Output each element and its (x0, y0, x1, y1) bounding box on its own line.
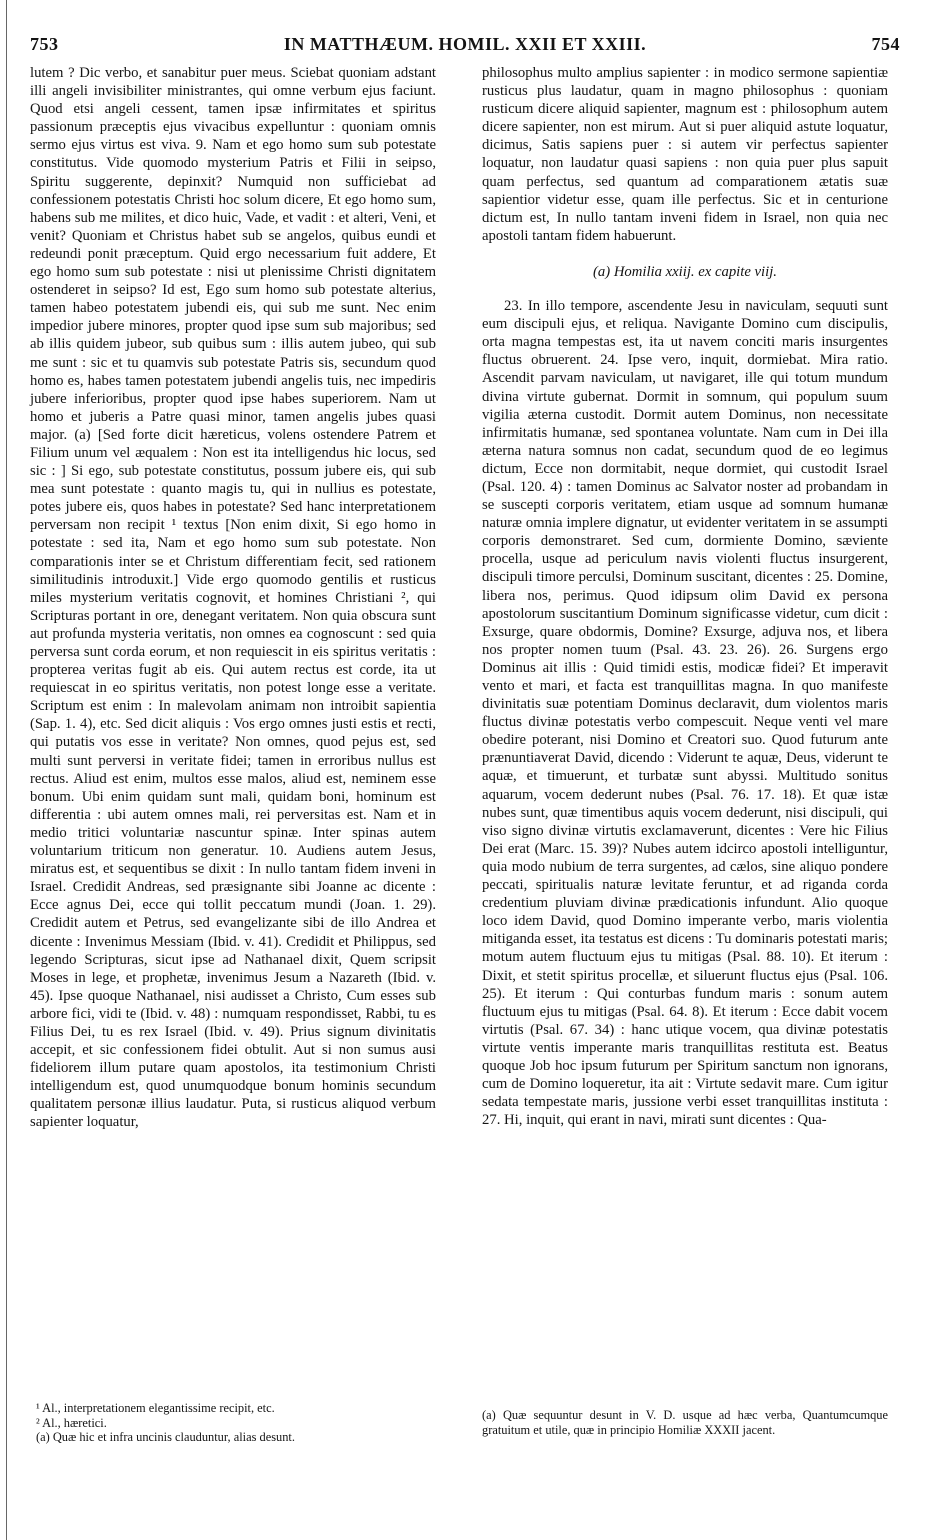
running-title: IN MATTHÆUM. HOMIL. XXII ET XXIII. (283, 34, 647, 54)
page-header (30, 34, 900, 56)
footnote-1: ¹ Al., interpretationem elegantissime recipit, etc. (36, 1401, 275, 1415)
page-number-left: 753 (30, 34, 59, 54)
footnote-a-left: (a) Quæ hic et infra uncinis clauduntur, alias desunt. (36, 1430, 295, 1444)
footnote-a-right: (a) Quæ sequuntur desunt in V. D. usque ad hæc verba, Quantumcumque gratuitum et utile, quæ in principio Homiliæ XXXII jacent. (482, 1408, 888, 1437)
right-column-text-homily: 23. In illo tempore, ascendente Jesu in naviculam, sequuti sunt eum discipuli ejus, et reliqua. Navigante Domino cum discipulis, orta magna tempestas est, ita ut navem conciti maris insurgentes fluctus obruerent. 24. Ipse vero, inquit, dormiebat. Mira ratio. Ascendit parvam naviculam, ut navigaret, ille qui totum mundum divina virtute gubernat. Dormit in somnum, qui populum suum vigilia æterna custodit. Dormit autem Dominus, non necessitate infirmitatis humanæ, sed spontanea voluntate. Nam cum in Dei illa æterna natura somnus non cadat, secundum quod de eo legimus dictum, Ecce non dormitabit, neque dormiet, qui custodit Israel (Psal. 120. 4) : tamen Dominus ac Salvator noster ad probandam in se suscepti corporis veritatem, etiam usque ad somnum humanæ naturæ omnia implere dignatur, ut evidenter veritatem in se assumpti corporis demonstraret. Sed cum, dormiente Domino, sæviente procella, usque ad periculum navis violenti fluctus insurgerent, discipuli timore perculsi, Dominum suscitant, dicentes : 25. Domine, libera nos, perimus. Quod idipsum olim David ex persona apostolorum suscitantium Dominum significasse videtur, cum dicit : Exsurge, quare obdormis, Domine? Exsurge, adjuva nos, et libera nos propter nomen tuum (Psal. 43. 23. 26). 26. Surgens ergo Dominus ait illis : Quid timidi estis, modicæ fidei? Et imperavit vento et mari, et facta est tranquillitas magna. In quo manifeste divinitatis suæ potentiam Dominus declaravit, dum violentos maris fluctus divinæ potestatis verbo compescuit. Neque venti vel mare obedire poterant, nisi Domino et Creatori suo. Quod futurum ante prænuntiaverat David, dicendo : Viderunt te aquæ, Deus, viderunt te aquæ, et timuerunt, et turbatæ sunt abyssi. Multitudo sonitus aquarum, vocem dederunt nubes (Psal. 76. 17. 18). Et quæ istæ nubes sunt, quæ timentibus aquis vocem dederunt, nisi discipuli, qui viso signo divinæ virtutis exclamaverunt, dicentes : Vere hic Filius Dei erat (Marc. 15. 39)? Nubes autem idcirco apostoli intelliguntur, quia modo nubium de terra surgentes, ad cælos, sine aliquo pondere peccati, spiritualis naturæ levitate feruntur, et ad riganda corda credentium pluviam divinæ prædicationis infundunt. Alio quoque loco idem David, quod Domino imperante verbo, maris violentia mitiganda esset, ita testatus est dicens : Tu dominaris potestati maris; motum autem fluctuum ejus tu mitigas (Psal. 88. 10). Et iterum : Dixit, et stetit spiritus procellæ, et siluerunt fluctus ejus (Psal. 106. 25). Et iterum : Qui conturbas fundum maris : sonum autem fluctuum ejus tu mitigas (Psal. 64. 8). Et iterum : Ecce dabit vocem virtutis (Psal. 67. 34) : hanc utique vocem, qua divinæ potestatis virtute ventis imperante maris tranquillitas restituta est. Beatus quoque Job hoc ipsum futurum per Spiritum sanctum non ignorans, cum de Domino loqueretur, ita ait : Virtute sedavit mare. Cum igitur sedata tempestate maris, jussione verbi esset tranquillitas instituta : 27. Hi, inquit, qui erant in navi, mirati sunt dicentes : Qua- (482, 298, 888, 1129)
right-column (482, 64, 888, 1129)
binding-edge-line (6, 0, 7, 1540)
homily-section-heading: (a) Homilia xxiij. ex capite viij. (593, 263, 777, 280)
footnotes-left (36, 1401, 436, 1445)
right-column-text-top: philosophus multo amplius sapienter : in modico sermone sapientiæ rusticus plus laudatur, quam in magno philosophus : quoniam rusticum dicere aliquid sapienter, magnum est : philosophum autem dicere sapienter, non est mirum. Aut si puer aliquid astute loquatur, dicimus, Satis sapiens puer : si autem vir perfectus sapienter loquatur, non laudatur quasi sapiens : non quia puer plus sapuit quam perfectus, sed quantum ad comparationem ætatis suæ sapientior videtur esse, quam ille perfectus. Sic et in centurione dictum est, In nullo tantam inveni fidem in Israel, non quia nec apostoli tantam fidem habuerunt. (482, 65, 888, 244)
footnotes-right (482, 1408, 888, 1437)
page-number-right: 754 (871, 34, 900, 54)
left-column (30, 64, 436, 1132)
left-column-text: lutem ? Dic verbo, et sanabitur puer meus. Sciebat quoniam adstant illi angeli invisibiliter ministrantes, qui omne verbum ejus faciunt. Quod etsi angeli cessent, tamen ipsæ infirmitates et spiritus passionum præceptis ejus vivacibus expelluntur : quoniam omnis sermo ejus virtus est viva. 9. Nam et ego homo sum sub potestate constitutus. Vide quomodo mysterium Patris et Filii in seipso, Spiritu suggerente, depinxit? Numquid non sufficiebat ad confessionem potestatis Christi hoc solum dicere, Et ego homo sum, habens sub me milites, et dico huic, Vade, et vadit : et alteri, Veni, et venit? Quoniam et Christus habet sub se angelos, quibus eundi et redeundi ponit præceptum. Quid ergo necessarium fuit addere, Et ego homo sum sub potestate : nisi ut plenissime Christi dignitatem ostenderet in seipso? Id est, Ego sum homo sub potestate alterius, tamen habeo potestatem jubendi eis, qui sub me sunt. Nec enim impedior jubere minores, propter quod ipse sum sub majoribus; sed ab illis quidem jubeor, sub quibus sum : illis autem jubeo, qui sub me sunt : sic et tu quamvis sub potestate Patris sis, secundum quod homo es, habes tamen potestatem jubendi angelis tuis, nec impediris jubere inferioribus, propter quod ipse habes superiorem. Nam ut homo et juberis a Patre quasi minor, tamen angelis jubes quasi major. (a) [Sed forte dicit hæreticus, volens ostendere Patrem et Filium unum vel æqualem : Non est ita intelligendus hic locus, sed sic : ] Si ego, sub potestate constitutus, possum jubere eis, qui sub mea sunt potestate : quanto magis tu, qui in nullius es potestate, potes jubere eis, quos habes in potestate? Sed hanc interpretationem perversam non recipit ¹ textus [Non enim dixit, Si ego homo in potestate : sed ita, Nam et ego homo sum sub potestate. Non comparationis inter se et Christum differentiam fecit, sed rationem similitudinis introduxit.] Vide ergo quomodo gentilis et rusticus miles mysterium veritatis cognovit, et homines Christiani ², qui Scripturas portant in ore, denegant veritatem. Non quia obscura sunt aut profunda mysteria veritatis, non omnes ea cognoscunt : sed quia perversa sunt corda eorum, et non requiescit in eis spiritus veritatis : propterea veritas fugit ab eis. Qui autem rectus est corde, ita ut requiescat in eo spiritus veritatis, non potest longe esse a veritate. Scriptum est enim : In malevolam animam non introibit sapientia (Sap. 1. 4), etc. Sed dicit aliquis : Vos ergo omnes justi estis et recti, qui putatis vos esse in veritate? Non omnes, quod pejus est, sed multi sunt perversi in veritate fidei; tamen in erroribus nullus est rectus. Aliud est enim, multos esse malos, aliud est, neminem esse bonum. Ubi enim quidam sunt mali, quidam boni, hominum est differentia : ubi autem omnes mali, rei perversitas est. Nam et in medio tritici voluntariæ nascuntur spinæ. Inter spinas autem voluntarium triticum non generatur. 10. Audiens autem Jesus, miratus est, et sequentibus se dixit : In nullo tantam fidem inveni in Israel. Credidit Andreas, sed præsignante sibi Joanne ac dicente : Ecce agnus Dei, ecce qui tollit peccatum mundi (Joan. 1. 29). Credidit autem et Petrus, sed evangelizante sibi de illo Andrea et dicente : Invenimus Messiam (Ibid. v. 41). Credidit et Philippus, sed legendo Scripturas, sicut ipse ad Nathanael dixit, Quem scripsit Moses in lege, et prophetæ, invenimus Jesum a Nazareth (Ibid. v. 45). Ipse quoque Nathanael, nisi audisset a Christo, Cum esses sub arbore fici, vidi te (Ibid. v. 48) : numquam respondisset, Rabbi, tu es Filius Dei, tu es rex Israel (Ibid. v. 49). Prius signum divinitatis accepit, et sic confessionem fidei obtulit. Aut si non sumus ausi fideliorem illum putare quam apostolos, ita testimonium Christi intelligendum est, quod unumquodque bonum hominis secundum qualitatem personæ illius laudatur. Puta, si rusticus aliquod verbum sapienter loquatur, (30, 65, 436, 1131)
footnote-2: ² Al., hæretici. (36, 1415, 107, 1430)
